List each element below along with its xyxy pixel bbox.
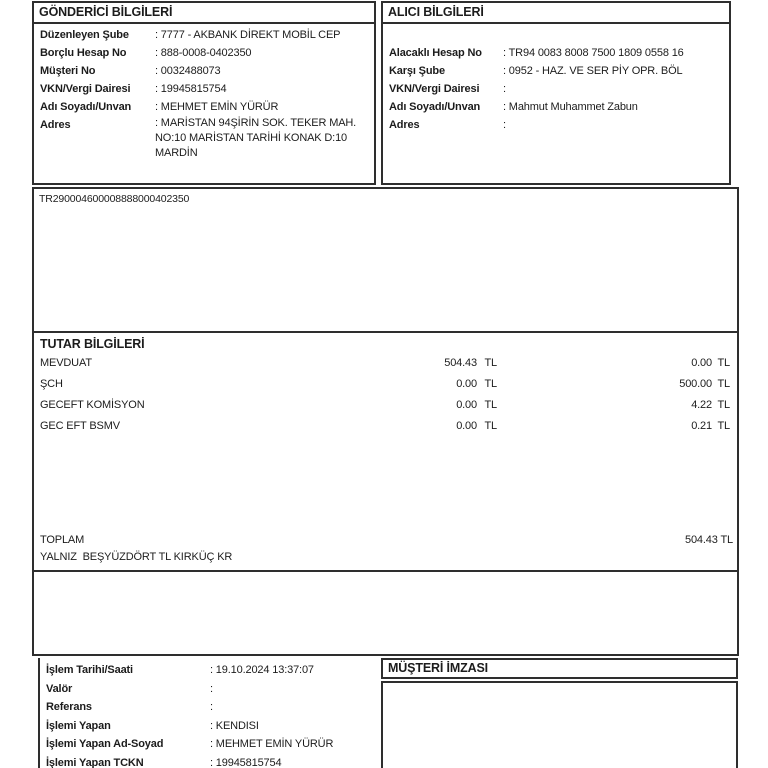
field-value: : — [503, 119, 506, 131]
total-label: TOPLAM — [40, 534, 85, 546]
signature-title: MÜŞTERİ İMZASI — [381, 658, 738, 679]
field-label: İşlemi Yapan — [46, 719, 111, 732]
amount-credit: 500.00 — [679, 378, 712, 390]
field-row — [34, 44, 374, 62]
field-row — [40, 754, 378, 768]
field-row — [383, 44, 729, 62]
field-label: İşlemi Yapan Ad-Soyad — [46, 738, 164, 750]
field-label: Valör — [46, 682, 73, 695]
amount-label: MEVDUAT — [40, 357, 92, 369]
field-value: : KENDISI — [210, 719, 259, 732]
transaction-details — [38, 658, 378, 768]
amount-row — [34, 395, 737, 416]
amount-debit: 0.00 — [456, 420, 477, 432]
field-row — [40, 717, 378, 736]
field-value: : 888-0008-0402350 — [155, 47, 252, 59]
amount-label: GEC EFT BSMV — [40, 420, 120, 432]
amount-debit: 0.00 — [456, 378, 477, 390]
field-label: Adı Soyadı/Unvan — [389, 101, 481, 113]
field-row — [383, 62, 729, 80]
field-row — [383, 80, 729, 98]
field-value: : — [210, 682, 213, 695]
amount-label: ŞCH — [40, 378, 63, 390]
field-value: : MEHMET EMİN YÜRÜR — [210, 738, 334, 750]
field-value: : 19.10.2024 13:37:07 — [210, 664, 314, 676]
field-label: Karşı Şube — [389, 65, 445, 77]
amount-row — [34, 374, 737, 395]
field-label: VKN/Vergi Dairesi — [40, 83, 131, 95]
currency-label: TL — [717, 378, 730, 390]
field-label: Düzenleyen Şube — [40, 29, 129, 41]
amount-debit: 0.00 — [456, 399, 477, 411]
amount-label: GECEFT KOMİSYON — [40, 399, 145, 411]
field-label: Adres — [389, 119, 420, 131]
currency-label: TL — [717, 420, 730, 432]
field-row — [34, 62, 374, 80]
field-label: Alacaklı Hesap No — [389, 47, 482, 59]
field-row — [34, 80, 374, 98]
field-value: : — [210, 701, 213, 713]
amount-row — [34, 353, 737, 374]
currency-label: TL — [484, 420, 497, 432]
total-value: 504.43 TL — [685, 534, 733, 546]
amounts-title: TUTAR BİLGİLERİ — [40, 337, 145, 351]
field-row — [40, 661, 378, 680]
field-row — [34, 26, 374, 44]
field-row — [34, 98, 374, 116]
field-label: Adres — [40, 119, 71, 131]
field-value: : 0952 - HAZ. VE SER PİY OPR. BÖL — [503, 65, 683, 77]
field-label: İşlem Tarihi/Saati — [46, 664, 133, 676]
amount-credit: 4.22 — [691, 399, 712, 411]
field-value: : TR94 0083 8008 7500 1809 0558 16 — [503, 47, 684, 59]
field-row — [383, 98, 729, 116]
reference-code: TR290004600008888000402350 — [39, 193, 190, 205]
amount-in-words: YALNIZ BEŞYÜZDÖRT TL KIRKÜÇ KR — [40, 551, 233, 563]
currency-label: TL — [484, 378, 497, 390]
address-line: : MARİSTAN 94ŞİRİN SOK. TEKER MAH. — [155, 117, 357, 129]
sender-rows — [34, 24, 374, 161]
amount-debit: 504.43 — [444, 357, 477, 369]
currency-label: TL — [717, 399, 730, 411]
amount-credit: 0.21 — [691, 420, 712, 432]
field-label: İşlemi Yapan TCKN — [46, 756, 144, 768]
reference-box — [32, 187, 739, 331]
amounts-box — [32, 331, 739, 570]
field-value: : — [503, 83, 506, 95]
blank-row — [383, 26, 729, 44]
empty-box — [32, 570, 739, 656]
field-row — [383, 116, 729, 134]
amount-credit: 0.00 — [691, 357, 712, 369]
currency-label: TL — [484, 399, 497, 411]
currency-label: TL — [484, 357, 497, 369]
field-row — [40, 735, 378, 754]
sender-title: GÖNDERİCİ BİLGİLERİ — [34, 3, 374, 24]
address-line: MARDİN — [155, 147, 198, 159]
sender-info-box — [32, 1, 376, 185]
field-label: Adı Soyadı/Unvan — [40, 101, 132, 113]
field-row — [40, 698, 378, 717]
field-label: Borçlu Hesap No — [40, 47, 127, 59]
field-value: : 19945815754 — [210, 756, 282, 768]
currency-label: TL — [717, 357, 730, 369]
sender-address-row — [34, 116, 374, 161]
address-line: NO:10 MARİSTAN TARİHİ KONAK D:10 — [155, 132, 348, 144]
receiver-rows — [383, 24, 729, 134]
field-value: : 19945815754 — [155, 83, 227, 95]
field-value: : MEHMET EMİN YÜRÜR — [155, 101, 279, 113]
field-value: : 7777 - AKBANK DİREKT MOBİL CEP — [155, 29, 341, 41]
receiver-info-box — [381, 1, 731, 185]
receiver-title: ALICI BİLGİLERİ — [383, 3, 729, 24]
signature-area — [381, 681, 738, 768]
sender-address-value — [155, 116, 356, 161]
field-row — [40, 680, 378, 699]
field-label: Müşteri No — [40, 65, 96, 77]
field-label: Referans — [46, 701, 92, 713]
amount-row — [34, 416, 737, 437]
total-row — [34, 531, 737, 549]
field-value: : 0032488073 — [155, 65, 221, 77]
field-label: VKN/Vergi Dairesi — [389, 83, 480, 95]
field-value: : Mahmut Muhammet Zabun — [503, 101, 638, 113]
